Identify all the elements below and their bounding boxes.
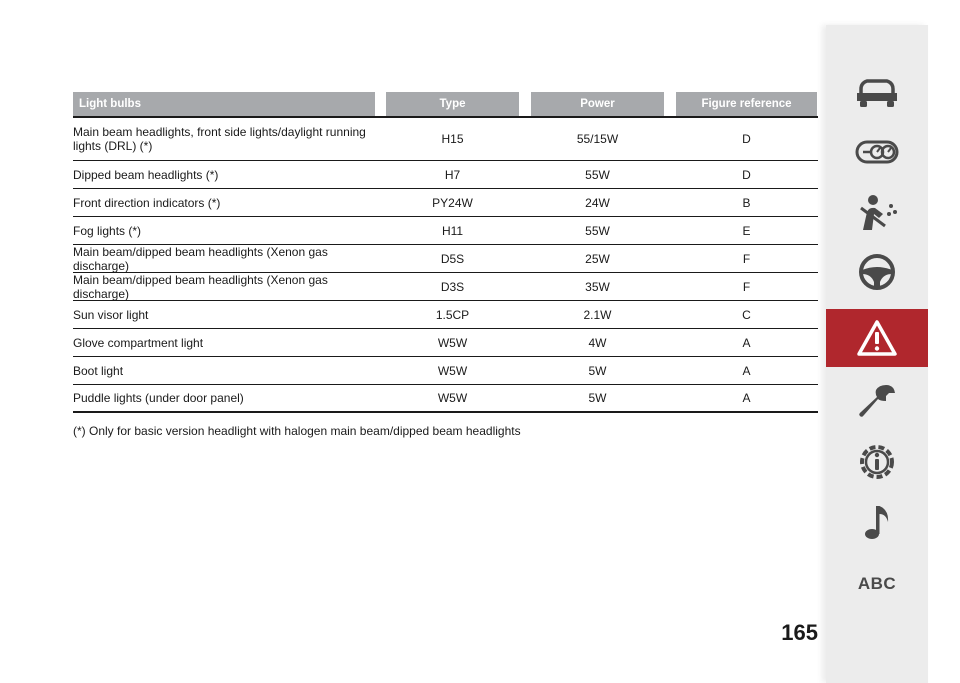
bulb-power: 24W: [585, 195, 610, 210]
bulb-type: D3S: [440, 279, 465, 294]
page-number: 165: [781, 620, 818, 645]
bulb-name: Glove compartment light: [73, 335, 204, 350]
sidebar-item-index[interactable]: [826, 555, 928, 613]
table-row: [73, 273, 818, 301]
table-row: [73, 357, 818, 385]
bulb-name: Dipped beam headlights (*): [73, 167, 219, 182]
header-power: Power: [531, 92, 664, 116]
table-row: [73, 301, 818, 329]
wrench-icon: [856, 381, 898, 423]
sidebar-item-car[interactable]: [826, 63, 928, 121]
bulb-power: 55/15W: [576, 132, 619, 146]
steering-wheel-icon: [857, 252, 897, 292]
bulb-power: 5W: [588, 391, 607, 405]
header-figure-reference: Figure reference: [676, 92, 817, 116]
music-note-icon: [859, 502, 895, 542]
bulb-name: Front direction indicators (*): [73, 195, 221, 210]
bulb-figure: D: [742, 132, 751, 146]
bulb-type: H11: [441, 223, 464, 238]
bulb-figure: B: [742, 195, 751, 210]
table-row: [73, 189, 818, 217]
table-row: [73, 118, 818, 161]
chapter-sidebar: [826, 25, 928, 683]
bulb-type: PY24W: [432, 195, 473, 210]
bulb-type: H15: [441, 132, 464, 146]
bulb-type: W5W: [437, 363, 468, 378]
light-bulbs-table: [73, 92, 818, 413]
table-row: [73, 385, 818, 413]
header-type: Type: [386, 92, 519, 116]
info-gear-icon: [856, 441, 898, 483]
table-row: [73, 161, 818, 189]
bulb-figure: E: [742, 223, 751, 238]
table-row: [73, 245, 818, 273]
bulb-name: Boot light: [73, 363, 124, 378]
bulb-figure: F: [742, 251, 751, 266]
index-label: ABC: [857, 574, 897, 593]
bulb-power: 35W: [585, 279, 610, 294]
bulb-name: Main beam/dipped beam headlights (Xenon gas discharge): [73, 272, 328, 301]
table-row: [73, 329, 818, 357]
car-icon: [855, 75, 899, 109]
bulb-name: Fog lights (*): [73, 223, 142, 238]
sidebar-item-safety[interactable]: [826, 183, 928, 241]
table-header: [73, 92, 818, 116]
bulb-figure: D: [742, 167, 751, 182]
bulb-type: W5W: [437, 391, 468, 405]
bulb-name: Puddle lights (under door panel): [73, 391, 244, 405]
footnote: (*) Only for basic version headlight with halogen main beam/dipped beam headlights: [73, 424, 521, 438]
bulb-name: Main beam/dipped beam headlights (Xenon gas discharge): [73, 244, 328, 273]
sidebar-item-dashboard[interactable]: [826, 123, 928, 181]
bulb-figure: C: [742, 307, 751, 322]
bulb-power: 25W: [585, 251, 610, 266]
bulb-figure: A: [742, 391, 751, 405]
sidebar-item-maintenance[interactable]: [826, 373, 928, 431]
bulb-type: H7: [444, 167, 461, 182]
sidebar-item-emergency[interactable]: [826, 309, 928, 367]
bulb-power: 2.1W: [583, 307, 612, 322]
bulb-figure: A: [742, 335, 751, 350]
bulb-name: Main beam headlights, front side lights/daylight running lights (DRL) (*): [73, 125, 366, 153]
sidebar-item-technical-data[interactable]: [826, 433, 928, 491]
warning-triangle-icon: [856, 319, 898, 357]
bulb-type: 1.5CP: [435, 307, 470, 322]
bulb-power: 55W: [585, 223, 610, 238]
table-row: [73, 217, 818, 245]
bulb-power: 55W: [585, 167, 610, 182]
bulb-power: 5W: [588, 363, 607, 378]
seatbelt-airbag-icon: [855, 192, 899, 232]
bulb-type: D5S: [440, 251, 465, 266]
sidebar-item-driving[interactable]: [826, 243, 928, 301]
dashboard-gauges-icon: [855, 137, 899, 167]
bulb-type: W5W: [437, 335, 468, 350]
bulb-figure: F: [742, 279, 751, 294]
bulb-figure: A: [742, 363, 751, 378]
bulb-power: 4W: [588, 335, 607, 350]
header-light-bulbs: Light bulbs: [73, 92, 375, 116]
bulb-name: Sun visor light: [73, 307, 149, 322]
sidebar-item-multimedia[interactable]: [826, 493, 928, 551]
